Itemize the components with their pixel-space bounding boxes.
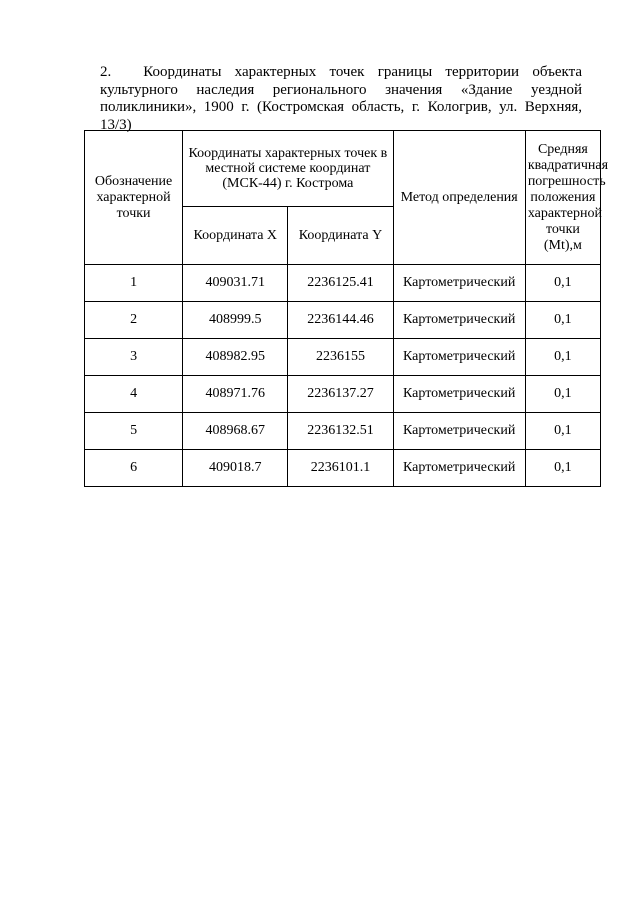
section-title: Координаты характерных точек границы территории объекта культурного наследия регионального значения «Здание уездной поликлиники», 1900 г. (Костромская область, г. Кологрив, ул. Верхняя, 13/3) (100, 64, 582, 133)
cell-y: 2236101.1 (288, 450, 393, 487)
section-heading (100, 64, 582, 134)
cell-y: 2236137.27 (288, 376, 393, 413)
cell-x: 409031.71 (183, 265, 288, 302)
header-coordinates-group: Координаты характерных точек в местной системе координат (МСК-44) г. Кострома (183, 131, 393, 207)
header-point-designation: Обозначение характерной точки (85, 131, 183, 265)
cell-x: 408968.67 (183, 413, 288, 450)
cell-accuracy: 0,1 (525, 339, 600, 376)
table-row (85, 450, 601, 487)
cell-method: Картометрический (393, 339, 525, 376)
cell-method: Картометрический (393, 376, 525, 413)
cell-y: 2236144.46 (288, 302, 393, 339)
cell-method: Картометрический (393, 413, 525, 450)
header-coord-y: Координата Y (288, 207, 393, 265)
cell-point: 5 (85, 413, 183, 450)
cell-y: 2236155 (288, 339, 393, 376)
cell-accuracy: 0,1 (525, 302, 600, 339)
cell-accuracy: 0,1 (525, 413, 600, 450)
cell-point: 4 (85, 376, 183, 413)
cell-y: 2236132.51 (288, 413, 393, 450)
cell-x: 408971.76 (183, 376, 288, 413)
cell-point: 2 (85, 302, 183, 339)
table-row (85, 413, 601, 450)
table-row (85, 265, 601, 302)
cell-y: 2236125.41 (288, 265, 393, 302)
section-number: 2. (100, 64, 112, 80)
cell-point: 6 (85, 450, 183, 487)
table-row (85, 376, 601, 413)
cell-x: 408982.95 (183, 339, 288, 376)
cell-method: Картометрический (393, 302, 525, 339)
table-row (85, 302, 601, 339)
cell-point: 3 (85, 339, 183, 376)
cell-x: 408999.5 (183, 302, 288, 339)
header-accuracy: Средняя квадратичная погрешность положения характерной точки (Mt),м (525, 131, 600, 265)
header-coord-x: Координата X (183, 207, 288, 265)
table-row (85, 339, 601, 376)
cell-accuracy: 0,1 (525, 265, 600, 302)
cell-accuracy: 0,1 (525, 376, 600, 413)
header-method: Метод определения (393, 131, 525, 265)
cell-point: 1 (85, 265, 183, 302)
coordinates-table (84, 130, 609, 487)
cell-method: Картометрический (393, 450, 525, 487)
cell-method: Картометрический (393, 265, 525, 302)
cell-x: 409018.7 (183, 450, 288, 487)
cell-accuracy: 0,1 (525, 450, 600, 487)
